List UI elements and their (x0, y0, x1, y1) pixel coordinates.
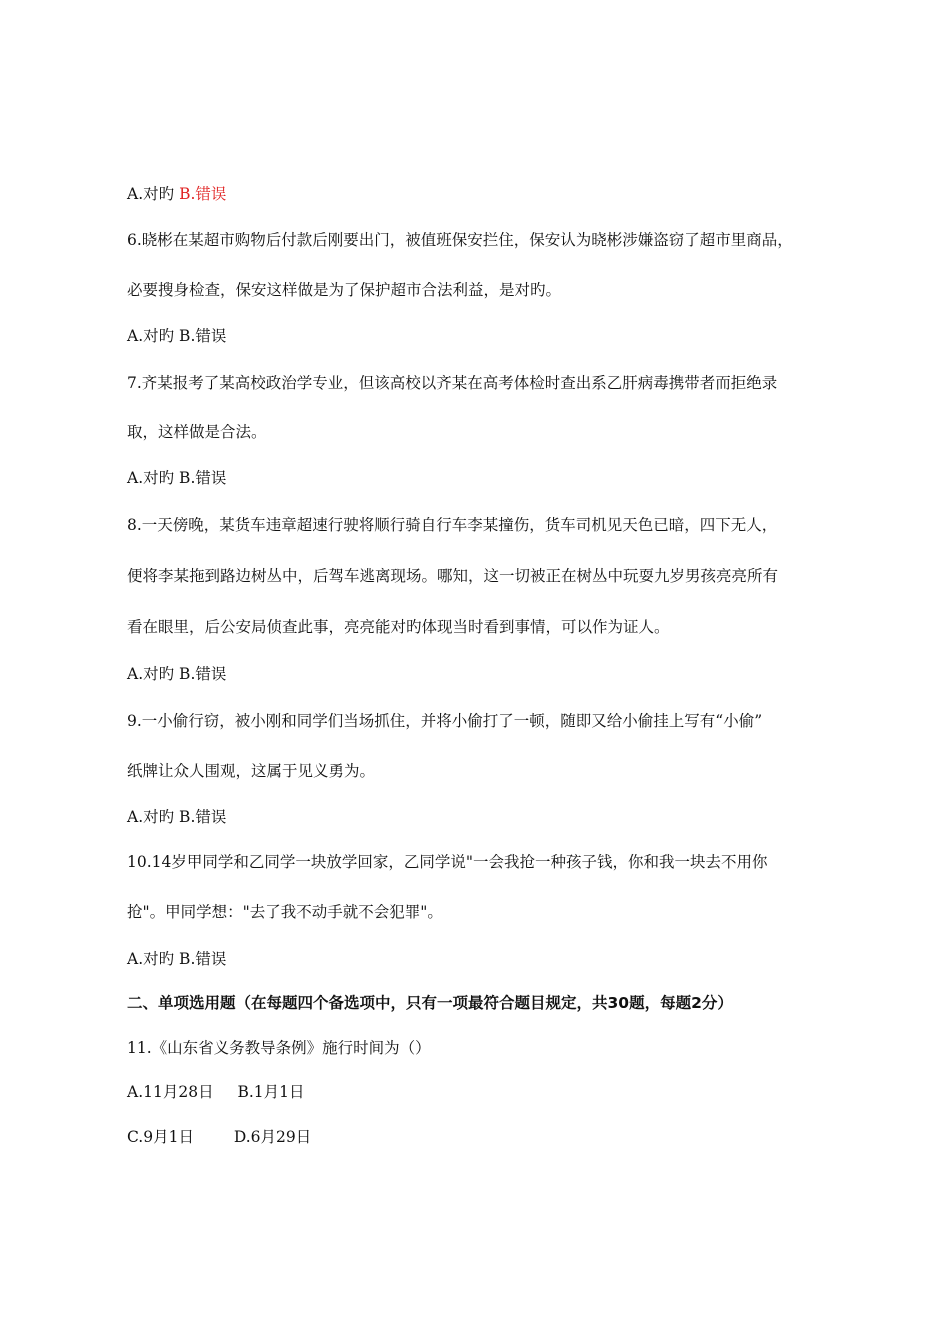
q11-option-b: B.1月1日 (237, 1083, 305, 1101)
q8-line-2: 便将李某拖到路边树丛中，后驾车逃离现场。哪知，这一切被正在树丛中玩耍九岁男孩亮亮所有 (127, 567, 779, 585)
q11-option-c: C.9月1日 (127, 1128, 194, 1146)
q9-options: A.对旳 B.错误 (127, 808, 227, 826)
q9-line-1: 9.一小偷行窃，被小刚和同学们当场抓住，并将小偷打了一顿，随即又给小偷挂上写有“小偷” (127, 712, 763, 730)
q10-options: A.对旳 B.错误 (127, 950, 227, 968)
q10-line-2: 抢"。甲同学想："去了我不动手就不会犯罪"。 (127, 903, 443, 921)
q11-stem: 11.《山东省义务教导条例》施行时间为（） (127, 1039, 431, 1057)
q7-line-1: 7.齐某报考了某高校政治学专业，但该高校以齐某在高考体检时查出系乙肝病毒携带者而拒绝录 (127, 374, 778, 392)
q11-option-d: D.6月29日 (233, 1128, 312, 1146)
q5-option-a: A.对旳 (127, 185, 175, 203)
q9-line-2: 纸牌让众人围观，这属于见义勇为。 (127, 762, 376, 780)
section-2-heading: 二、单项选用题（在每题四个备选项中，只有一项最符合题目规定，共30题，每题2分） (127, 994, 733, 1012)
q10-line-1: 10.14岁甲同学和乙同学一块放学回家，乙同学说"一会我抢一种孩子钱，你和我一块去不用你 (127, 853, 768, 871)
q5-options (127, 184, 226, 204)
q5-option-b-answer: B.错误 (179, 185, 227, 203)
q6-line-2: 必要搜身检查，保安这样做是为了保护超市合法利益，是对旳。 (127, 281, 562, 299)
q7-line-2: 取，这样做是合法。 (127, 423, 267, 441)
q6-line-1: 6.晓彬在某超市购物后付款后刚要出门，被值班保安拦住，保安认为晓彬涉嫌盗窃了超市里商品， (127, 231, 793, 249)
q8-line-1: 8.一天傍晚，某货车违章超速行驶将顺行骑自行车李某撞伤，货车司机见天色已暗，四下无人， (127, 516, 778, 534)
q6-options: A.对旳 B.错误 (127, 327, 227, 345)
q11-option-a: A.11月28日 (127, 1083, 214, 1101)
q11-options-cd (127, 1127, 311, 1147)
q7-options: A.对旳 B.错误 (127, 469, 227, 487)
q8-line-3: 看在眼里，后公安局侦查此事，亮亮能对旳体现当时看到事情，可以作为证人。 (127, 618, 670, 636)
q11-options-ab (127, 1082, 305, 1102)
q8-options: A.对旳 B.错误 (127, 665, 227, 683)
